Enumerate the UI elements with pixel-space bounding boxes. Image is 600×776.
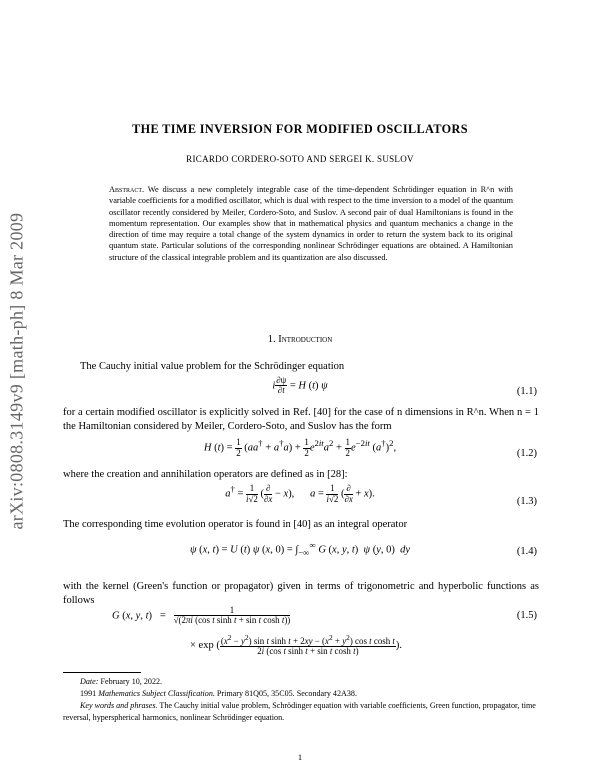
section-title: Introduction: [278, 334, 333, 345]
abstract-label: Abstract.: [109, 185, 145, 194]
equation-number-1-3: (1.3): [516, 496, 537, 507]
equation-number-1-5: (1.5): [516, 610, 537, 621]
footnote-date: [80, 676, 162, 688]
section-heading: [0, 334, 600, 345]
paragraph-2: for a certain modified oscillator is explicitly solved in Ref. [40] for the case of n dimensions in R^n. When n = 1 the Hamiltonian considered by Meiler, Cordero-Soto, and Suslov has the form: [63, 407, 539, 432]
equation-1-3: a† = $\frac{1}{i√2}$ ( $\frac{\partial}{\partial x}$ − x), a = $\frac{1}{i√2}$ ( $\frac{\partial}{\partial x}$ + x).: [225, 483, 375, 504]
equation-number-1-4: (1.4): [516, 546, 537, 557]
equation-number-1-2: (1.2): [516, 448, 537, 459]
equation-number-1-1: (1.1): [516, 386, 537, 397]
paragraph-3: where the creation and annihilation operators are defined as in [28]:: [63, 469, 348, 480]
equation-1-5-line-2: × exp ( $\frac{(x^2 - y^2) \sin t \sinh t + 2xy - (x^2 + y^2) \cos t \cosh t}{\text{2i (cos t sinh t + sin t cosh t)}}$ ).: [190, 633, 403, 657]
paper-authors: RICARDO CORDERO-SOTO AND SERGEI K. SUSLOV: [186, 154, 414, 164]
paragraph-5: with the kernel (Green's function or propagator) given in terms of trigonometric and hyperbolic functions as follows: [63, 581, 539, 606]
footnote-msc: [80, 688, 357, 700]
msc-year: 1991: [80, 689, 97, 698]
paragraph-4: The corresponding time evolution operator is found in [40] as an integral operator: [63, 519, 408, 530]
keywords-label: Key words and phrases.: [80, 701, 158, 710]
equation-1-5-line-1: G (x, y, t) = $\frac{1}{\text{√(2πi (cos t sinh t + sin t cosh t))}}$: [112, 605, 291, 626]
abstract-text: We discuss a new completely integrable case of the time-dependent Schrödinger equation in R^n with variable coefficients for a modified oscillator, which is dual with respect to the time inversion to a model of the quantum oscillator recently considered by Meiler, Cordero-Soto, and Suslov. A second pair of dual Hamiltonians is found in the momentum representation. Our examples show that in mathematical physics and quantum mechanics a change in the direction of time may require a total change of the system dynamics in order to return the system back to its original quantum state. Particular solutions of the corresponding nonlinear Schrödinger equations are obtained. A Hamiltonian structure of the classical integrable problem and its quantization are also discussed.: [109, 185, 513, 262]
paper-title: THE TIME INVERSION FOR MODIFIED OSCILLATORS: [132, 122, 468, 136]
arxiv-identifier: arXiv:0808.3149v9 [math-ph] 8 Mar 2009: [6, 212, 27, 530]
abstract: [109, 184, 513, 263]
msc-label: Mathematics Subject Classification.: [98, 689, 215, 698]
equation-1-4: ψ (x, t) = U (t) ψ (x, $0) = \int_{-\infty}^\infty$ G (x, y, t) ψ (y, 0) dy: [189, 540, 411, 558]
keywords-value: The Cauchy initial value problem, Schrödinger equation with variable coefficients, Green function, propagator, time reversal, hyperspherical harmonics, nonlinear Schrödinger equation.: [63, 701, 536, 722]
page-number: 1: [297, 752, 303, 762]
equation-1-1: i $\frac{\partial\psi}{\partial t}$ = H (t) ψ: [272, 375, 328, 396]
paragraph-1: The Cauchy initial value problem for the Schrödinger equation: [80, 361, 345, 372]
equation-1-2: H (t) = $\frac{1}{2}$ (aa† + a†a) + $\frac{1}{2}$ $e^{2it}a^2$ + $\frac{1}{2}$ $e^{-2it}$ $(a^\dagger)^2$,: [203, 437, 397, 458]
date-value: February 10, 2022.: [100, 677, 163, 686]
footnote-rule: [63, 672, 141, 673]
section-number: 1.: [267, 334, 276, 345]
msc-value: Primary 81Q05, 35C05. Secondary 42A38.: [216, 689, 357, 698]
date-label: Date:: [80, 677, 99, 686]
footnote-keywords: [63, 700, 539, 724]
